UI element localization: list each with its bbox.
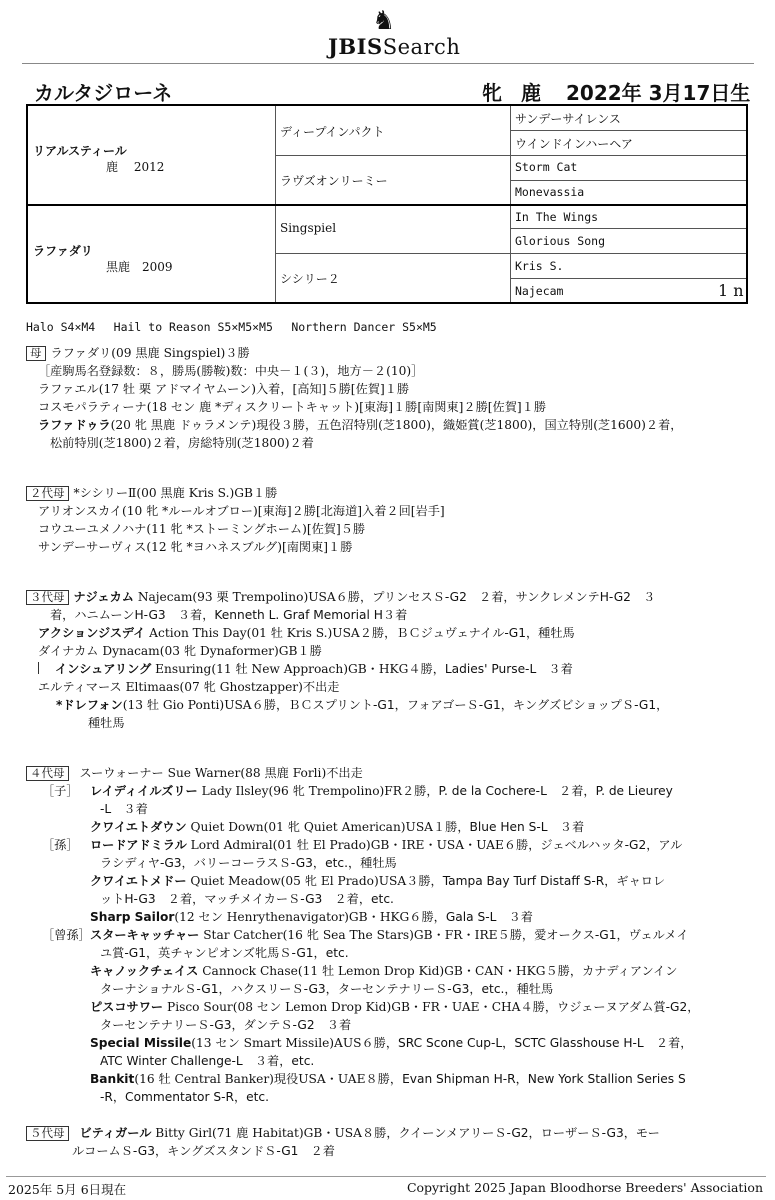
race-results: ウジェーヌアダム賞-G2， (557, 1000, 700, 1014)
pedigree-line (510, 180, 746, 181)
family-line: ［産駒馬名登録数：８，勝馬(勝鞍)数：中央－１(３)，地方－２(10)］ (38, 364, 424, 378)
race-results: Evan Shipman H-R，New York Stallion Series S (402, 1072, 686, 1086)
family-line (26, 660, 756, 678)
generation-badge: ２代母 (26, 486, 69, 501)
pedigree-dam[interactable]: ラファダリ (33, 244, 93, 258)
family-line: ユ賞-G1，英チャンピオンズ牝馬Ｓ-G1，etc. (100, 946, 349, 960)
record-text: Lord Admiral(01 牡 El Prado)GB・IRE・USA・UAE６勝， (186, 838, 541, 852)
branch-line (38, 662, 51, 674)
race-results: Blue Hen S-L ３着 (469, 820, 585, 834)
race-results: Tampa Bay Turf Distaff S-R，ギャロレ (442, 874, 666, 888)
pedigree-line (275, 253, 746, 254)
pedigree-dam-detail: 黒鹿 2009 (106, 260, 173, 274)
horse-link[interactable]: クワイエトダウン (90, 820, 187, 834)
family-line (26, 1124, 756, 1142)
pedigree-line (510, 228, 746, 229)
family-line: ターセンテナリーＳ-G3，ダンテＳ-G2 ３着 (100, 1018, 352, 1032)
relation-tag: ［孫］ (42, 838, 79, 852)
family-line: -R，Commentator S-R，etc. (100, 1090, 269, 1104)
record-text: Quiet Meadow(05 牝 El Prado)USA３勝， (186, 874, 443, 888)
generation-badge: ３代母 (26, 590, 69, 605)
pedigree-ssd[interactable]: ウインドインハーヘア (515, 137, 633, 151)
family-line: 着，ハニムーンH-G3 ３着，Kenneth L. Graf Memorial H３着 (50, 608, 408, 622)
family-line (26, 624, 756, 642)
record-text: Star Catcher(16 牝 Sea The Stars)GB・FR・IRE５勝， (199, 928, 535, 942)
family-line: 松前特別(芝1800)２着，房総特別(芝1800)２着 (50, 436, 314, 450)
horse-link[interactable]: Sharp Sailor (90, 910, 175, 924)
generation-badge: 母 (26, 346, 46, 361)
family-line (26, 818, 756, 836)
family-line: ターナショナルＳ-G1，ハクスリーＳ-G3，ターセンテナリーＳ-G3，etc.，種牡馬 (100, 982, 554, 996)
record-text: Quiet Down(01 牝 Quiet American)USA１勝， (186, 820, 470, 834)
pedigree-sire[interactable]: リアルスティール (33, 144, 127, 158)
family-line (26, 484, 756, 502)
record-text: Ensuring(11 牡 New Approach)GB・HKG４勝， (151, 662, 445, 676)
pedigree-line (510, 130, 746, 131)
family-line (26, 782, 756, 800)
race-results: 愛オークス-G1，ヴェルメイ (534, 928, 689, 942)
family-line (26, 872, 756, 890)
relation-tag: ［曾孫］ (42, 928, 91, 942)
race-results: ジェベルハッタ-G2，アル (540, 838, 683, 852)
horse-name: カルタジローネ (34, 81, 173, 105)
horse-link[interactable]: レイディイルズリー (90, 784, 198, 798)
record-text: (12 セン Henrythenavigator)GB・HKG６勝， (174, 910, 446, 924)
family-line: ATC Winter Challenge-L ３着，etc. (100, 1054, 315, 1068)
record-text: (13 セン Smart Missile)AUS６勝， (191, 1036, 399, 1050)
relation-tag: ［子］ (42, 784, 79, 798)
horse-sex-color: 牝 鹿 (482, 81, 547, 105)
pedigree-line (28, 204, 746, 206)
pedigree-dsd[interactable]: Glorious Song (515, 234, 606, 248)
inbreeding-info: Halo S4×M4 Hail to Reason S5×M5×M5 Northern Dancer S5×M5 (26, 320, 437, 334)
family-line[interactable]: コスモパラティーナ(18 セン 鹿 *ディスクリートキャット)[東海]１勝[南関東]２勝[佐賀]１勝 (38, 400, 547, 414)
family-line (26, 696, 756, 714)
pedigree-dds[interactable]: Kris S. (515, 259, 564, 273)
footer-divider (6, 1176, 766, 1177)
horse-link[interactable]: スターキャッチャー (90, 928, 200, 942)
race-results: カナディアンイン (582, 964, 678, 978)
race-results: クイーンメアリーＳ-G2，ローザーＳ-G3，モー (398, 1126, 660, 1140)
second-dam-entry[interactable]: *シシリーⅡ(00 黒鹿 Kris S.)GB１勝 (73, 486, 278, 500)
horse-link[interactable]: アクションジスデイ (38, 626, 146, 640)
fourth-dam-entry[interactable]: スーウォーナー Sue Warner(88 黒鹿 Forli)不出走 (79, 766, 363, 780)
pedigree-sire-detail: 鹿 2012 (106, 160, 165, 174)
pedigree-ss[interactable]: ディープインパクト (280, 125, 385, 139)
family-line[interactable] (26, 416, 756, 434)
race-results: Gala S-L ３着 (445, 910, 533, 924)
jbis-logo[interactable] (300, 6, 470, 59)
family-line (26, 1070, 756, 1088)
family-line[interactable]: ラファエル(17 牡 栗 アドマイヤムーン)入着，[高知]５勝[佐賀]１勝 (38, 382, 410, 396)
family-line[interactable]: コウユーユメノハナ(11 牝 *ストーミングホーム)[佐賀]５勝 (38, 522, 366, 536)
family-line (26, 1034, 756, 1052)
record-text: (16 牡 Central Banker)現役USA・UAE８勝， (134, 1072, 403, 1086)
pedigree-sdd[interactable]: Monevassia (515, 185, 585, 199)
pedigree-sss[interactable]: サンデーサイレンス (515, 112, 621, 126)
family-line (26, 344, 756, 362)
horse-head-icon: ♞ (372, 6, 396, 36)
family-line[interactable]: エルティマース Eltimaas(07 牝 Ghostzapper)不出走 (38, 680, 340, 694)
logo-text: JBISSearch (328, 34, 461, 59)
pedigree-sd[interactable]: ラヴズオンリーミー (280, 174, 388, 188)
family-line (26, 962, 756, 980)
pedigree-sds[interactable]: Storm Cat (515, 160, 578, 174)
horse-link[interactable]: ビティガール (79, 1126, 152, 1140)
race-results: ＢＣジュヴェナイル-G1，種牡馬 (396, 626, 575, 640)
pedigree-dss[interactable]: In The Wings (515, 210, 599, 224)
record-text: (13 牡 Gio Ponti)USA６勝， (122, 698, 289, 712)
pedigree-ds[interactable]: Singspiel (280, 221, 337, 235)
header-divider (22, 63, 754, 64)
pedigree-line (510, 278, 746, 279)
record-text: Najecam(93 栗 Trempolino)USA６勝， (133, 590, 373, 604)
horse-link[interactable]: インシュアリング (55, 662, 152, 676)
generation-badge: ４代母 (26, 766, 69, 781)
family-line[interactable]: サンデーサーヴィス(12 牝 *ヨハネスブルグ)[南関東]１勝 (38, 540, 353, 554)
family-line (26, 588, 756, 606)
family-line: -L ３着 (100, 802, 148, 816)
record-text: Pisco Sour(08 セン Lemon Drop Kid)GB・FR・UAE・CHA４勝， (163, 1000, 558, 1014)
family-line[interactable]: ダイナカム Dynacam(03 牝 Dynaformer)GB１勝 (38, 644, 322, 658)
record-text: (20 牝 黒鹿 ドゥラメンテ)現役３勝，五色沼特別(芝1800)，織姫賞(芝1800)，国立特別(芝1600)２着， (110, 418, 683, 432)
pedigree-table (26, 104, 748, 304)
family-line (26, 926, 756, 944)
race-results: ＢＣスプリント-G1，フォアゴーＳ-G1，キングズビショップＳ-G1， (288, 698, 669, 712)
pedigree-ddd[interactable]: Najecam (515, 284, 564, 298)
horse-link[interactable]: ピスコサワー (90, 1000, 164, 1014)
horse-link[interactable]: Special Missile (90, 1036, 192, 1050)
race-results: P. de la Cochere-L ２着，P. de Lieurey (438, 784, 673, 798)
family-line (26, 908, 756, 926)
horse-link[interactable]: ロードアドミラル (90, 838, 187, 852)
horse-link[interactable]: *ドレフォン (56, 698, 123, 712)
record-text: Action This Day(01 牡 Kris S.)USA２勝， (145, 626, 397, 640)
family-line: 種牡馬 (88, 716, 125, 730)
footer-date: 2025年 5月 6日現在 (8, 1182, 127, 1197)
horse-link[interactable]: ナジェカム (73, 590, 134, 604)
record-text: Lady Ilsley(96 牝 Trempolino)FR２勝， (197, 784, 439, 798)
race-results: Ladies' Purse-L ３着 (444, 662, 573, 676)
family-line (26, 764, 756, 782)
horse-link[interactable]: クワイエトメドー (90, 874, 187, 888)
record-text: Bitty Girl(71 鹿 Habitat)GB・USA８勝， (151, 1126, 399, 1140)
family-number: 1 n (718, 281, 744, 300)
race-results: SRC Scone Cup-L，SCTC Glasshouse H-L ２着， (398, 1036, 693, 1050)
horse-link[interactable]: キャノックチェイス (90, 964, 199, 978)
footer-copyright: Copyright 2025 Japan Bloodhorse Breeders' Association (406, 1180, 763, 1195)
generation-badge: ５代母 (26, 1126, 69, 1141)
horse-link[interactable]: Bankit (90, 1072, 135, 1086)
dam-entry[interactable]: ラファダリ(09 黒鹿 Singspiel)３勝 (50, 346, 250, 360)
race-results: プリンセスＳ-G2 ２着，サンクレメンテH-G2 ３ (372, 590, 656, 604)
family-line: ラシディヤ-G3，バリーコーラスＳ-G3，etc.，種牡馬 (100, 856, 397, 870)
family-section (26, 344, 756, 1160)
horse-link[interactable]: ラファドゥラ (38, 418, 111, 432)
family-line[interactable]: アリオンスカイ(10 牝 *ルールオブロー)[東海]２勝[北海道]入着２回[岩手] (38, 504, 445, 518)
record-text: Cannock Chase(11 牡 Lemon Drop Kid)GB・CAN・HKG５勝， (198, 964, 583, 978)
horse-birth-date: 2022年 3月17日生 (566, 81, 751, 105)
pedigree-line (275, 155, 746, 156)
pedigree-dd[interactable]: シシリー２ (280, 272, 340, 286)
family-line (26, 998, 756, 1016)
family-line: ルコームＳ-G3，キングズスタンドＳ-G1 ２着 (72, 1144, 335, 1158)
family-line: ットH-G3 ２着，マッチメイカーＳ-G3 ２着，etc. (100, 892, 394, 906)
family-line (26, 836, 756, 854)
